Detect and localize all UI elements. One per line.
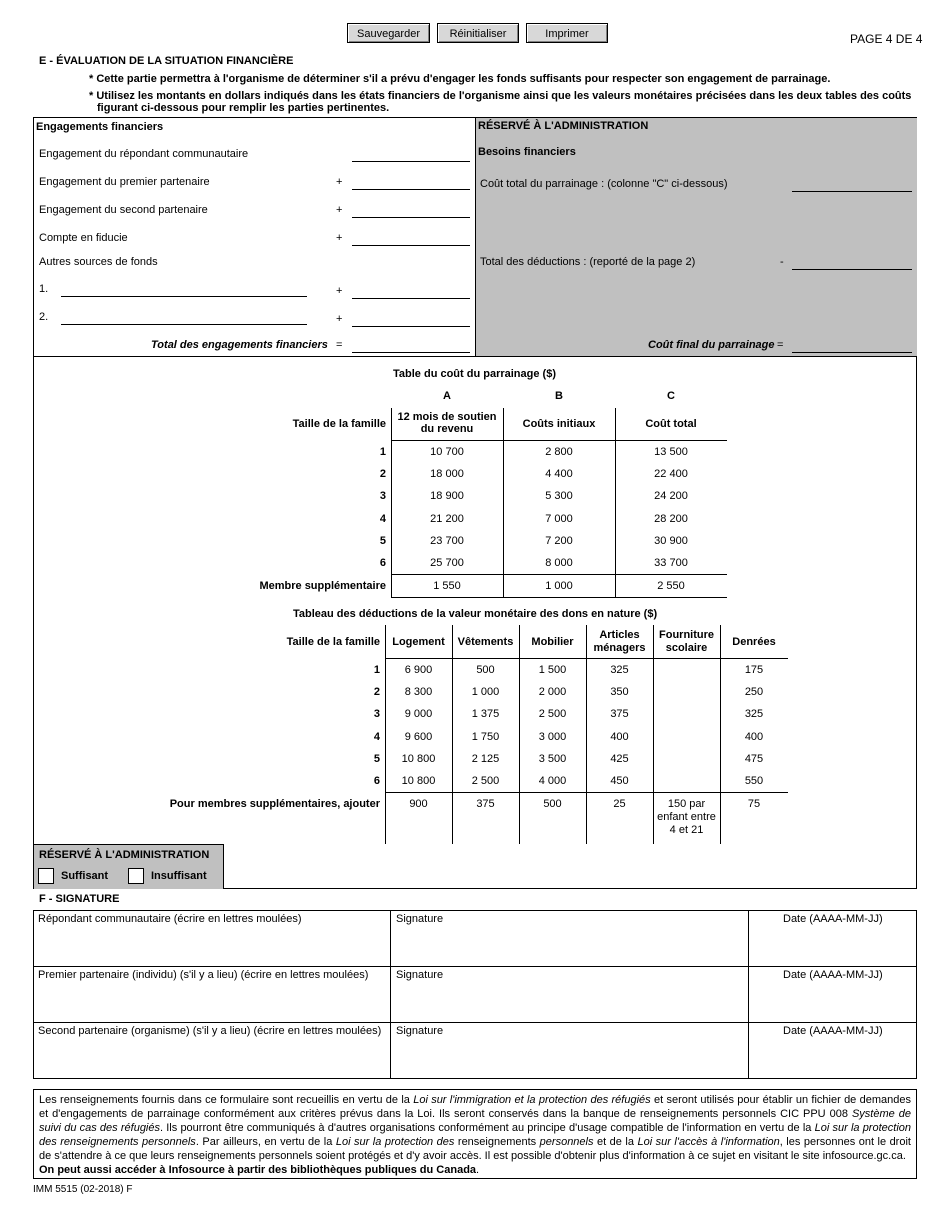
form-code: IMM 5515 (02-2018) F xyxy=(33,1184,133,1195)
deduction-cell: 325 xyxy=(744,708,764,720)
deduction-extra-cell: 25 xyxy=(613,798,626,810)
deduction-row-size: 3 xyxy=(373,708,380,720)
deduction-cell: 375 xyxy=(610,708,629,720)
privacy-text: . Ils pourront être communiqués à d'autres organisations conformément au principe d'usage compatible de l'information en vertu de la xyxy=(160,1122,815,1134)
commitments-heading: Engagements financiers xyxy=(36,121,164,133)
item-2-label: 2. xyxy=(39,311,49,323)
cost-cell-c: 33 700 xyxy=(654,557,688,569)
second-partner-signature-field[interactable]: Signature xyxy=(396,1025,444,1037)
cost-row-size: 6 xyxy=(379,557,386,569)
deduction-header: Vêtements xyxy=(457,636,514,648)
deduction-cell: 2 000 xyxy=(538,686,567,698)
cost-row-size: 3 xyxy=(379,490,386,502)
grid-line xyxy=(615,408,616,598)
second-partner-field[interactable] xyxy=(352,203,470,218)
cost-row-size: 2 xyxy=(379,468,386,480)
deduction-row-size: 1 xyxy=(373,664,380,676)
cost-cell-b: 8 000 xyxy=(545,557,573,569)
deduction-cell: 2 125 xyxy=(471,753,500,765)
grid-line xyxy=(391,597,727,598)
insufficient-checkbox[interactable] xyxy=(128,868,144,884)
sufficient-label: Suffisant xyxy=(61,870,109,882)
cost-cell-c: 22 400 xyxy=(654,468,688,480)
deduction-extra-cell: 75 xyxy=(747,798,761,810)
grid-line xyxy=(391,440,727,441)
privacy-text: Les renseignements fournis dans ce formulaire sont recueillis en vertu de la xyxy=(39,1094,414,1106)
deduction-row-size: 4 xyxy=(373,731,380,743)
final-cost-label: Coût final du parrainage xyxy=(648,339,775,351)
cost-cell-b: 7 200 xyxy=(545,535,573,547)
deduction-extra-cell: 150 par enfant entre 4 et 21 xyxy=(657,798,716,836)
first-partner-signature-field[interactable]: Signature xyxy=(396,969,444,981)
deduction-cell: 10 800 xyxy=(401,753,436,765)
deduction-cell: 4 000 xyxy=(538,775,567,787)
privacy-act-title: Loi sur l'accès à l'information xyxy=(637,1136,780,1148)
deduction-cell: 1 500 xyxy=(538,664,567,676)
deductions-label: Total des déductions : (reporté de la page 2) xyxy=(480,256,696,268)
plus-sign: + xyxy=(336,204,343,216)
deduction-header: Mobilier xyxy=(531,636,574,648)
plus-sign: + xyxy=(336,232,343,244)
section-f-title: F - SIGNATURE xyxy=(39,893,120,905)
section-e-note-1: * Cette partie permettra à l'organisme de déterminer s'il a prévu d'engager les fonds suffisants pour respecter son engagement de parrainage. xyxy=(89,73,831,85)
cost-cell-a: 1 550 xyxy=(433,580,461,592)
cost-cell-a: 25 700 xyxy=(430,557,464,569)
community-commitment-field[interactable] xyxy=(352,147,470,162)
cost-cell-c: 24 200 xyxy=(654,490,688,502)
deduction-header: Logement xyxy=(392,636,445,648)
deduction-family-size-header: Taille de la famille xyxy=(286,636,380,648)
other-source-2-amount-field[interactable] xyxy=(352,312,470,327)
minus-sign: - xyxy=(780,256,784,268)
total-commitments-label: Total des engagements financiers xyxy=(151,339,328,351)
grid-line xyxy=(391,574,727,575)
label-first-partner: Engagement du premier partenaire xyxy=(39,176,210,188)
other-source-1-name-field[interactable] xyxy=(61,282,307,297)
cost-row-size: 5 xyxy=(379,535,386,547)
privacy-act-title: Loi sur la protection des renseignements personnels xyxy=(39,1122,912,1148)
header-income-support: 12 mois de soutien du revenu xyxy=(397,411,497,435)
community-sponsor-name-field[interactable]: Répondant communautaire (écrire en lettres moulées) xyxy=(38,913,302,925)
grid-line xyxy=(391,408,392,598)
privacy-notice xyxy=(33,1089,917,1179)
privacy-infosource-note: On peut aussi accéder à Infosource à partir des bibliothèques publiques du Canada xyxy=(39,1164,477,1176)
second-partner-date-field[interactable]: Date (AAAA-MM-JJ) xyxy=(783,1025,883,1037)
extra-members-label: Pour membres supplémentaires, ajouter xyxy=(169,798,380,810)
trust-field[interactable] xyxy=(352,231,470,246)
cost-cell-b: 5 300 xyxy=(545,490,573,502)
privacy-act-title: Système de suivi du cas des réfugiés xyxy=(39,1108,911,1134)
equals-sign: = xyxy=(777,339,784,351)
cost-cell-a: 23 700 xyxy=(430,535,464,547)
deduction-cell: 175 xyxy=(744,664,764,676)
cost-cell-b: 1 000 xyxy=(545,580,573,592)
grid-line xyxy=(748,910,749,1079)
deduction-cell: 400 xyxy=(744,731,764,743)
sufficient-checkbox[interactable] xyxy=(38,868,54,884)
deduction-cell: 400 xyxy=(610,731,629,743)
deduction-cell: 2 500 xyxy=(538,708,567,720)
privacy-text: , les personnes ont le droit de s'attendre à ce que leurs renseignements personnels soient protégés et d'y avoir accès. Il est possible d'obtenir plus d'information à ce sujet en visitant le site infosource.gc.ca. xyxy=(39,1136,911,1162)
cost-table-title: Table du coût du parrainage ($) xyxy=(393,368,556,380)
deduction-cell: 2 500 xyxy=(471,775,500,787)
col-letter-a: A xyxy=(443,390,451,402)
plus-sign: + xyxy=(336,313,343,325)
section-e-note-2-cont: figurant ci-dessous pour remplir les parties pertinentes. xyxy=(97,102,390,114)
header-total-cost: Coût total xyxy=(645,418,697,430)
deduction-row-size: 6 xyxy=(373,775,380,787)
privacy-act-title: Loi sur l'immigration et la protection des réfugiés xyxy=(413,1094,651,1106)
community-sponsor-date-field[interactable]: Date (AAAA-MM-JJ) xyxy=(783,913,883,925)
admin-heading: RÉSERVÉ À L'ADMINISTRATION xyxy=(478,120,649,132)
deduction-header: Articles ménagers xyxy=(593,629,646,654)
privacy-text: renseignements xyxy=(454,1136,540,1148)
grid-line xyxy=(33,966,917,967)
cost-cell-c: 30 900 xyxy=(654,535,688,547)
final-cost-field[interactable] xyxy=(792,338,912,353)
privacy-text: . Par ailleurs, en vertu de la xyxy=(195,1136,336,1148)
deduction-cell: 10 800 xyxy=(401,775,436,787)
deduction-cell: 500 xyxy=(476,664,495,676)
print-button[interactable]: Imprimer xyxy=(526,23,608,43)
signature-table xyxy=(33,910,917,1079)
deduction-cell: 9 000 xyxy=(404,708,433,720)
total-commitments-field[interactable] xyxy=(352,338,470,353)
total-cost-field[interactable] xyxy=(792,177,912,192)
cost-cell-b: 7 000 xyxy=(545,513,573,525)
item-1-label: 1. xyxy=(39,283,49,295)
deduction-cell: 450 xyxy=(610,775,629,787)
section-e-title: E - ÉVALUATION DE LA SITUATION FINANCIÈRE xyxy=(39,55,294,67)
deduction-cell: 3 000 xyxy=(538,731,567,743)
cost-cell-a: 18 900 xyxy=(430,490,464,502)
cost-cell-b: 2 800 xyxy=(545,446,573,458)
grid-line xyxy=(385,792,788,793)
first-partner-date-field[interactable]: Date (AAAA-MM-JJ) xyxy=(783,969,883,981)
grid-line xyxy=(503,408,504,598)
label-other-sources: Autres sources de fonds xyxy=(39,256,158,268)
deduction-cell: 1 000 xyxy=(471,686,500,698)
cost-cell-c: 13 500 xyxy=(654,446,688,458)
family-size-header: Taille de la famille xyxy=(292,418,386,430)
deduction-header: Fourniture scolaire xyxy=(659,629,714,654)
deduction-cell: 6 900 xyxy=(404,664,433,676)
deduction-extra-cell: 500 xyxy=(543,798,562,810)
privacy-act-title: Loi sur la protection des xyxy=(335,1136,455,1148)
equals-sign: = xyxy=(336,339,343,351)
first-partner-field[interactable] xyxy=(352,175,470,190)
deduction-cell: 350 xyxy=(610,686,629,698)
deduction-cell: 325 xyxy=(610,664,629,676)
cost-row-size: Membre supplémentaire xyxy=(259,580,386,592)
label-trust: Compte en fiducie xyxy=(39,232,128,244)
cost-row-size: 1 xyxy=(379,446,386,458)
grid-line xyxy=(33,1022,917,1023)
cost-cell-a: 18 000 xyxy=(430,468,464,480)
col-letter-c: C xyxy=(667,390,675,402)
deduction-row-size: 5 xyxy=(373,753,380,765)
deduction-row-size: 2 xyxy=(373,686,380,698)
label-second-partner: Engagement du second partenaire xyxy=(39,204,208,216)
total-cost-label: Coût total du parrainage : (colonne "C" ci-dessous) xyxy=(480,178,728,190)
plus-sign: + xyxy=(336,176,343,188)
deduction-cell: 1 750 xyxy=(471,731,500,743)
cost-row-size: 4 xyxy=(379,513,386,525)
deduction-cell: 8 300 xyxy=(404,686,433,698)
deduction-cell: 550 xyxy=(744,775,764,787)
deduction-header: Denrées xyxy=(732,636,776,648)
deduction-cell: 250 xyxy=(744,686,764,698)
deduction-cell: 3 500 xyxy=(538,753,567,765)
page-number: PAGE 4 DE 4 xyxy=(850,32,923,46)
first-partner-name-field[interactable]: Premier partenaire (individu) (s'il y a lieu) (écrire en lettres moulées) xyxy=(38,969,369,981)
deduction-table-title: Tableau des déductions de la valeur monétaire des dons en nature ($) xyxy=(293,608,658,620)
community-sponsor-signature-field[interactable]: Signature xyxy=(396,913,444,925)
insufficient-label: Insuffisant xyxy=(151,870,207,882)
grid-line xyxy=(385,658,788,659)
deductions-field[interactable] xyxy=(792,255,912,270)
privacy-text: et de la xyxy=(593,1136,638,1148)
label-community: Engagement du répondant communautaire xyxy=(39,148,249,160)
cost-cell-a: 21 200 xyxy=(430,513,464,525)
save-button[interactable]: Sauvegarder xyxy=(347,23,430,43)
col-letter-b: B xyxy=(555,390,563,402)
deduction-extra-cell: 900 xyxy=(409,798,428,810)
divider xyxy=(33,356,917,357)
privacy-text: . xyxy=(476,1164,480,1176)
privacy-text: et seront utilisés pour établir un fichier de demandes et d'engagements de parrainage conformément aux critères prévus dans la Loi. Ils seront conservés dans la banque de renseignements personnels CIC PPU 008 xyxy=(39,1094,911,1120)
deduction-extra-cell: 375 xyxy=(476,798,495,810)
admin-result-heading: RÉSERVÉ À L'ADMINISTRATION xyxy=(39,849,210,861)
plus-sign: + xyxy=(336,285,343,297)
section-e-note-2: * Utilisez les montants en dollars indiqués dans les états financiers de l'organisme ainsi que les valeurs monétaires précisées dans les deux tables des coûts xyxy=(89,90,912,102)
deduction-cell: 475 xyxy=(744,753,764,765)
financial-needs-label: Besoins financiers xyxy=(478,146,576,158)
cost-cell-c: 28 200 xyxy=(654,513,688,525)
cost-cell-a: 10 700 xyxy=(430,446,464,458)
grid-line xyxy=(390,910,391,1079)
deduction-cell: 9 600 xyxy=(404,731,433,743)
header-initial-costs: Coûts initiaux xyxy=(522,418,596,430)
cost-cell-b: 4 400 xyxy=(545,468,573,480)
cost-cell-c: 2 550 xyxy=(657,580,685,592)
deduction-cell: 1 375 xyxy=(471,708,500,720)
privacy-act-title: personnels xyxy=(539,1136,594,1148)
other-source-2-name-field[interactable] xyxy=(61,310,307,325)
deduction-cell: 425 xyxy=(610,753,629,765)
second-partner-name-field[interactable]: Second partenaire (organisme) (s'il y a lieu) (écrire en lettres moulées) xyxy=(38,1025,382,1037)
other-source-1-amount-field[interactable] xyxy=(352,284,470,299)
reset-button[interactable]: Réinitialiser xyxy=(437,23,519,43)
